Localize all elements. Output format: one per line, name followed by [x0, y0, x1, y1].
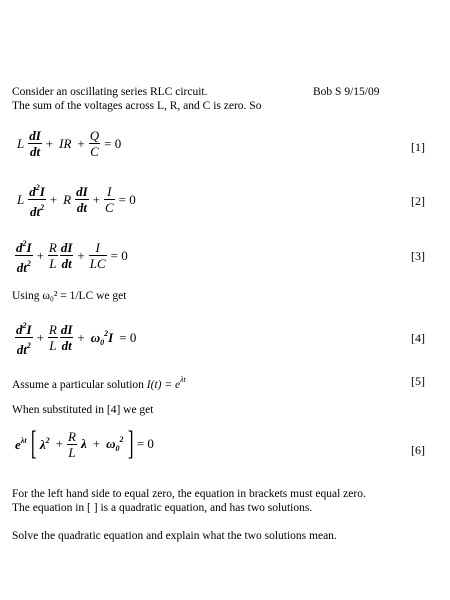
equation-2-label: [2]: [411, 194, 425, 208]
assume-text: Assume a particular solution: [12, 379, 144, 391]
equation-3: $\frac{d^2I}{dt^2}$ + $\frac{R}{L}$ $\frac{dI}{dt}$ + $\frac{I}{LC}$ = 0: [14, 236, 131, 275]
equation-2: L $\frac{d^2I}{dt^2}$ + R $\frac{dI}{dt}$ + $\frac{I}{C}$ = 0: [14, 180, 139, 219]
author-date: Bob S 9/15/09: [313, 86, 380, 98]
equation-1: L $\frac{dI}{dt}$ + IR + $\frac{Q}{C}$ = 0: [17, 128, 122, 159]
equation-4-label: [4]: [411, 331, 425, 345]
substituted-line: When substituted in [4] we get: [12, 404, 154, 416]
intro-text: Consider an oscillating series RLC circuit.: [12, 86, 208, 98]
equation-6: $e^{\lambda t}$ [ $\lambda^2$ + $\frac{R}{L}$ $\lambda + \omega_0^2$ ] = 0: [15, 425, 154, 462]
equation-6-label: [6]: [411, 443, 425, 457]
paragraph-1-line-1: For the left hand side to equal zero, the equation in brackets must equal zero.: [12, 488, 366, 500]
assume-solution-line: [12, 373, 186, 392]
equation-1-label: [1]: [411, 140, 425, 154]
assume-math: $I(t) = e^{\lambda t}$: [146, 375, 186, 391]
voltage-sum-text: The sum of the voltages across L, R, and C is zero. So: [12, 100, 262, 112]
paragraph-1-line-2: The equation in [ ] is a quadratic equation, and has two solutions.: [12, 502, 313, 514]
equation-5-label: [5]: [411, 374, 425, 388]
using-omega-line: Using ω₀² = 1/LC we get: [12, 290, 127, 302]
equation-4: $\frac{d^2I}{dt^2}$ + $\frac{R}{L}$ $\frac{dI}{dt}$ + $\omega_0^2I = 0$: [14, 318, 139, 357]
paragraph-2: Solve the quadratic equation and explain what the two solutions mean.: [12, 530, 337, 542]
equation-3-label: [3]: [411, 249, 425, 263]
